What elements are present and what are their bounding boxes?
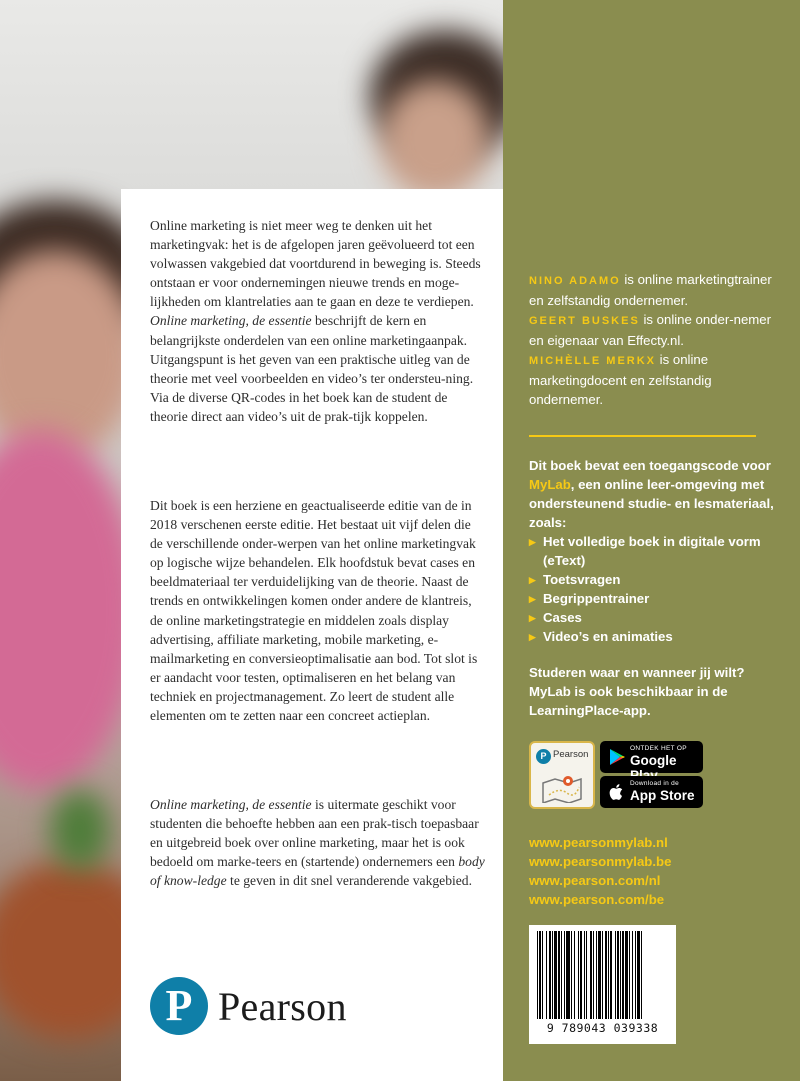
badge-title: Google — [630, 753, 677, 768]
website-link[interactable]: www.pearsonmylab.be — [529, 854, 672, 869]
description-paragraph-2: Dit boek is een herziene en geactualiseerde editie van de in 2018 verschenen eerste editie. Het bestaat uit vijf delen die de verschillende onder-werpen van het online marketingvak op logische wijze behandelen. Elk hoofdstuk bevat cases en beeldmateriaal ter verduidelijking van de theorie. Naast de trends en ontwikkelingen komen onder andere de klantreis, de online marketingstrategie en middelen zoals display advertising, affiliate marketing, mobile marketing, e-mailmarketing en conversieoptimalisatie aan bod. Tot slot is er aandacht voor testen, optimaliseren en het belang van techniek en projectmanagement. Zo leert de student alle elementen om te zetten naar een concreet actieplan. — [150, 498, 478, 724]
divider — [529, 435, 756, 437]
barcode-icon — [535, 931, 670, 1019]
list-item: ▸ Cases — [529, 608, 779, 627]
website-link[interactable]: www.pearson.com/nl — [529, 873, 661, 888]
badge-caption: ONTDEK HET OP — [630, 745, 687, 752]
list-item: ▸ Toetsvragen — [529, 570, 779, 589]
feature-list — [529, 532, 779, 646]
pearson-wordmark: Pearson — [218, 983, 347, 1029]
author-bio: GEERT BUSKES is online onder-nemer en eigenaar van Effecty.nl. — [529, 312, 772, 348]
isbn-barcode — [529, 925, 676, 1044]
google-play-badge[interactable] — [600, 741, 703, 773]
google-play-icon — [608, 748, 626, 766]
pearson-logo — [150, 977, 347, 1035]
learningplace-app-icon[interactable] — [529, 741, 595, 809]
list-item: ▸ Video’s en animaties — [529, 627, 779, 646]
url-list — [529, 833, 671, 909]
apple-icon — [608, 783, 626, 801]
app-store-badge[interactable] — [600, 776, 703, 808]
isbn-number: 9 789043 039338 — [546, 1021, 659, 1035]
badge-title: App Store — [630, 788, 695, 803]
pearson-mark-icon: P — [536, 749, 551, 764]
list-item: ▸ Begrippentrainer — [529, 589, 779, 608]
author-bios — [529, 270, 779, 409]
access-code-info — [529, 456, 779, 646]
badge-caption: Download in de — [630, 780, 680, 787]
website-link[interactable]: www.pearson.com/be — [529, 892, 665, 907]
description-paragraph-1: Online marketing is niet meer weg te denken uit het marketingvak: het is de afgelopen jaren geëvolueerd tot een volwassen vakgebied dat voortdurend in beweging is. Steeds ontstaan er voor ondernemingen nieuwe trends en moge-lijkheden om klantrelaties aan te gaan en deze te verdiepen. Online marketing, de essentie beschrijft de kern en belangrijkste onderdelen van een online marketingaanpak. Uitgangspunt is het geven van een praktische uitleg van de theorie met veel voorbeelden en video’s ter ondersteu-ning. Via de diverse QR-codes in het boek kan de student de theorie direct aan video’s uit de prak-tijk koppelen. — [150, 218, 481, 424]
pearson-mark-icon: P — [150, 977, 208, 1035]
list-item: ▸ Het volledige boek in digitale vorm (eText) — [529, 532, 779, 570]
map-pin-icon — [541, 773, 583, 803]
study-anywhere-text: Studeren waar en wanneer jij wilt? MyLab is ook beschikbaar in de LearningPlace-app. — [529, 665, 745, 718]
app-tile-label: Pearson — [553, 749, 589, 760]
description-card — [121, 189, 503, 1081]
description-paragraph-3: Online marketing, de essentie is uitermate geschikt voor studenten die behoefte hebben aan een prak-tisch toepasbaar en uitgebreid boek over online marketing, maar het is ook bedoeld om marke-teers en (startende) ondernemers een body of know-ledge te geven in dit snel veranderende vakgebied. — [150, 797, 485, 889]
author-bio: MICHÈLLE MERKX is online marketingdocent en zelfstandig ondernemer. — [529, 352, 712, 407]
author-bio: NINO ADAMO is online marketingtrainer en zelfstandig ondernemer. — [529, 272, 772, 308]
website-link[interactable]: www.pearsonmylab.nl — [529, 835, 668, 850]
access-intro: Dit boek bevat een toegangscode voor MyLab, een online leer-omgeving met ondersteunend studie- en lesmateriaal, zoals: — [529, 458, 774, 530]
